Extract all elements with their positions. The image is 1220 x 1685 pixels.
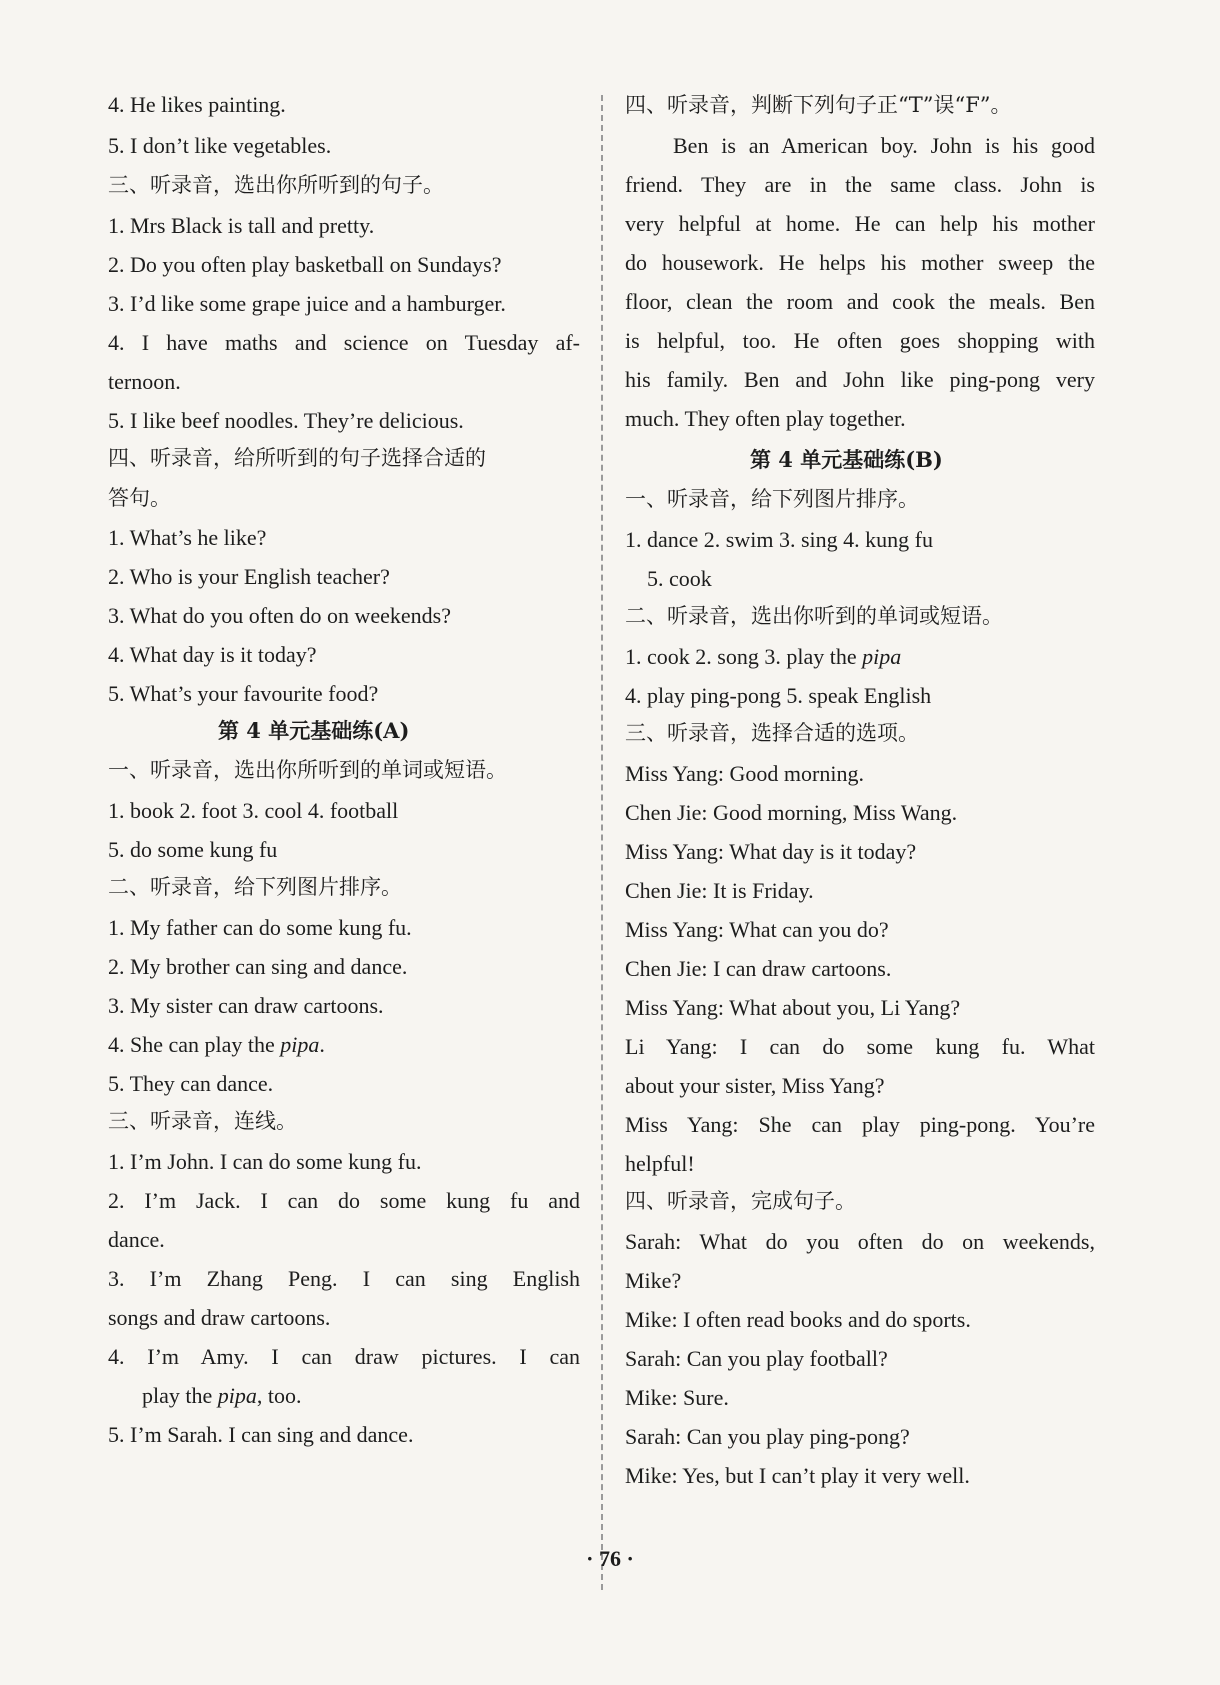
text-line: ternoon. [108,369,181,394]
text-line: 答句。 [108,486,171,510]
text-line: 1. What’s he like? [108,525,267,550]
text-line: 5. They can dance. [108,1071,274,1096]
text-line: 5. What’s your favourite food? [108,681,379,706]
text-line: Miss Yang: Good morning. [625,761,864,786]
text-line: 4. I’m Amy. I can draw pictures. I can [108,1344,580,1369]
unit4-a-title: 第 4 单元基础练(A) [218,718,410,743]
text-line: Chen Jie: I can draw cartoons. [625,956,892,981]
text-line: 4. What day is it today? [108,642,317,667]
text-line: 2. I’m Jack. I can do some kung fu and [108,1188,580,1213]
text-line: 4. I have maths and science on Tuesday af- [108,330,580,355]
text-line: 四、听录音，给所听到的句子选择合适的 [108,446,486,470]
text-line: much. They often play together. [625,406,906,431]
text-line: 5. I like beef noodles. They’re delicious. [108,408,464,433]
text-line: Sarah: Can you play football? [625,1346,888,1371]
text-line: 2. Who is your English teacher? [108,564,390,589]
text-line: Sarah: Can you play ping-pong? [625,1424,910,1449]
column-divider [601,95,603,1590]
text-line: 2. My brother can sing and dance. [108,954,408,979]
text-line: Ben is an American boy. John is his good [673,133,1095,158]
text-line: 3. I’d like some grape juice and a hamburger. [108,291,506,316]
text-line: friend. They are in the same class. John is [625,172,1095,197]
text-line: about your sister, Miss Yang? [625,1073,885,1098]
text-line: 二、听录音，给下列图片排序。 [108,875,402,899]
unit4-b-title: 第 4 单元基础练(B) [750,447,943,472]
text-line: 3. I’m Zhang Peng. I can sing English [108,1266,580,1291]
text-line: 一、听录音，给下列图片排序。 [625,487,919,511]
page-number: · 76 · [586,1546,634,1571]
text-line: Miss Yang: What about you, Li Yang? [625,995,961,1020]
text-line: 1. Mrs Black is tall and pretty. [108,213,375,238]
text-line: Mike: Yes, but I can’t play it very well. [625,1463,970,1488]
text-line: 3. My sister can draw cartoons. [108,993,384,1018]
text-line: 5. do some kung fu [108,837,278,862]
text-line: Chen Jie: It is Friday. [625,878,814,903]
text-line: 4. He likes painting. [108,92,286,117]
text-line: Miss Yang: What can you do? [625,917,889,942]
text-line: is helpful, too. He often goes shopping with [625,328,1095,353]
text-line: 一、听录音，选出你所听到的单词或短语。 [108,758,507,782]
text-line: 三、听录音，选出你所听到的句子。 [108,173,444,197]
text-line: 四、听录音，完成句子。 [625,1189,856,1213]
text-line: Mike: I often read books and do sports. [625,1307,971,1332]
text-line: 1. My father can do some kung fu. [108,915,412,940]
text-line: Mike? [625,1268,682,1293]
text-line: helpful! [625,1151,695,1176]
text-line: 2. Do you often play basketball on Sundays? [108,252,502,277]
pipa-line-3: 1. cook 2. song 3. play the pipa [625,644,902,669]
text-line: 5. cook [647,566,712,591]
pipa-line-1: 4. She can play the pipa. [108,1032,325,1057]
text-line: floor, clean the room and cook the meals. Ben [625,289,1095,314]
text-line: 1. dance 2. swim 3. sing 4. kung fu [625,527,933,552]
text-line: 1. book 2. foot 3. cool 4. football [108,798,399,823]
text-line: 3. What do you often do on weekends? [108,603,451,628]
text-line: 5. I don’t like vegetables. [108,133,332,158]
text-line: Miss Yang: She can play ping-pong. You’re [625,1112,1095,1137]
text-line: 三、听录音，选择合适的选项。 [625,721,919,745]
section-4-header: 四、听录音，判断下列句子正“T”误“F”。 [625,93,1012,117]
text-line: 5. I’m Sarah. I can sing and dance. [108,1422,414,1447]
text-line: Sarah: What do you often do on weekends, [625,1229,1095,1254]
text-line: his family. Ben and John like ping-pong very [625,367,1095,392]
text-line: very helpful at home. He can help his mother [625,211,1095,236]
pipa-line-2: play the pipa, too. [142,1383,302,1408]
text-line: do housework. He helps his mother sweep the [625,250,1095,275]
text-line: 1. I’m John. I can do some kung fu. [108,1149,422,1174]
text-line: songs and draw cartoons. [108,1305,331,1330]
text-line: 三、听录音，连线。 [108,1109,297,1133]
text-line: dance. [108,1227,165,1252]
text-line: Mike: Sure. [625,1385,729,1410]
text-line: Chen Jie: Good morning, Miss Wang. [625,800,958,825]
text-line: 4. play ping-pong 5. speak English [625,683,932,708]
text-line: Li Yang: I can do some kung fu. What [625,1034,1095,1059]
text-line: Miss Yang: What day is it today? [625,839,917,864]
text-line: 二、听录音，选出你听到的单词或短语。 [625,604,1003,628]
